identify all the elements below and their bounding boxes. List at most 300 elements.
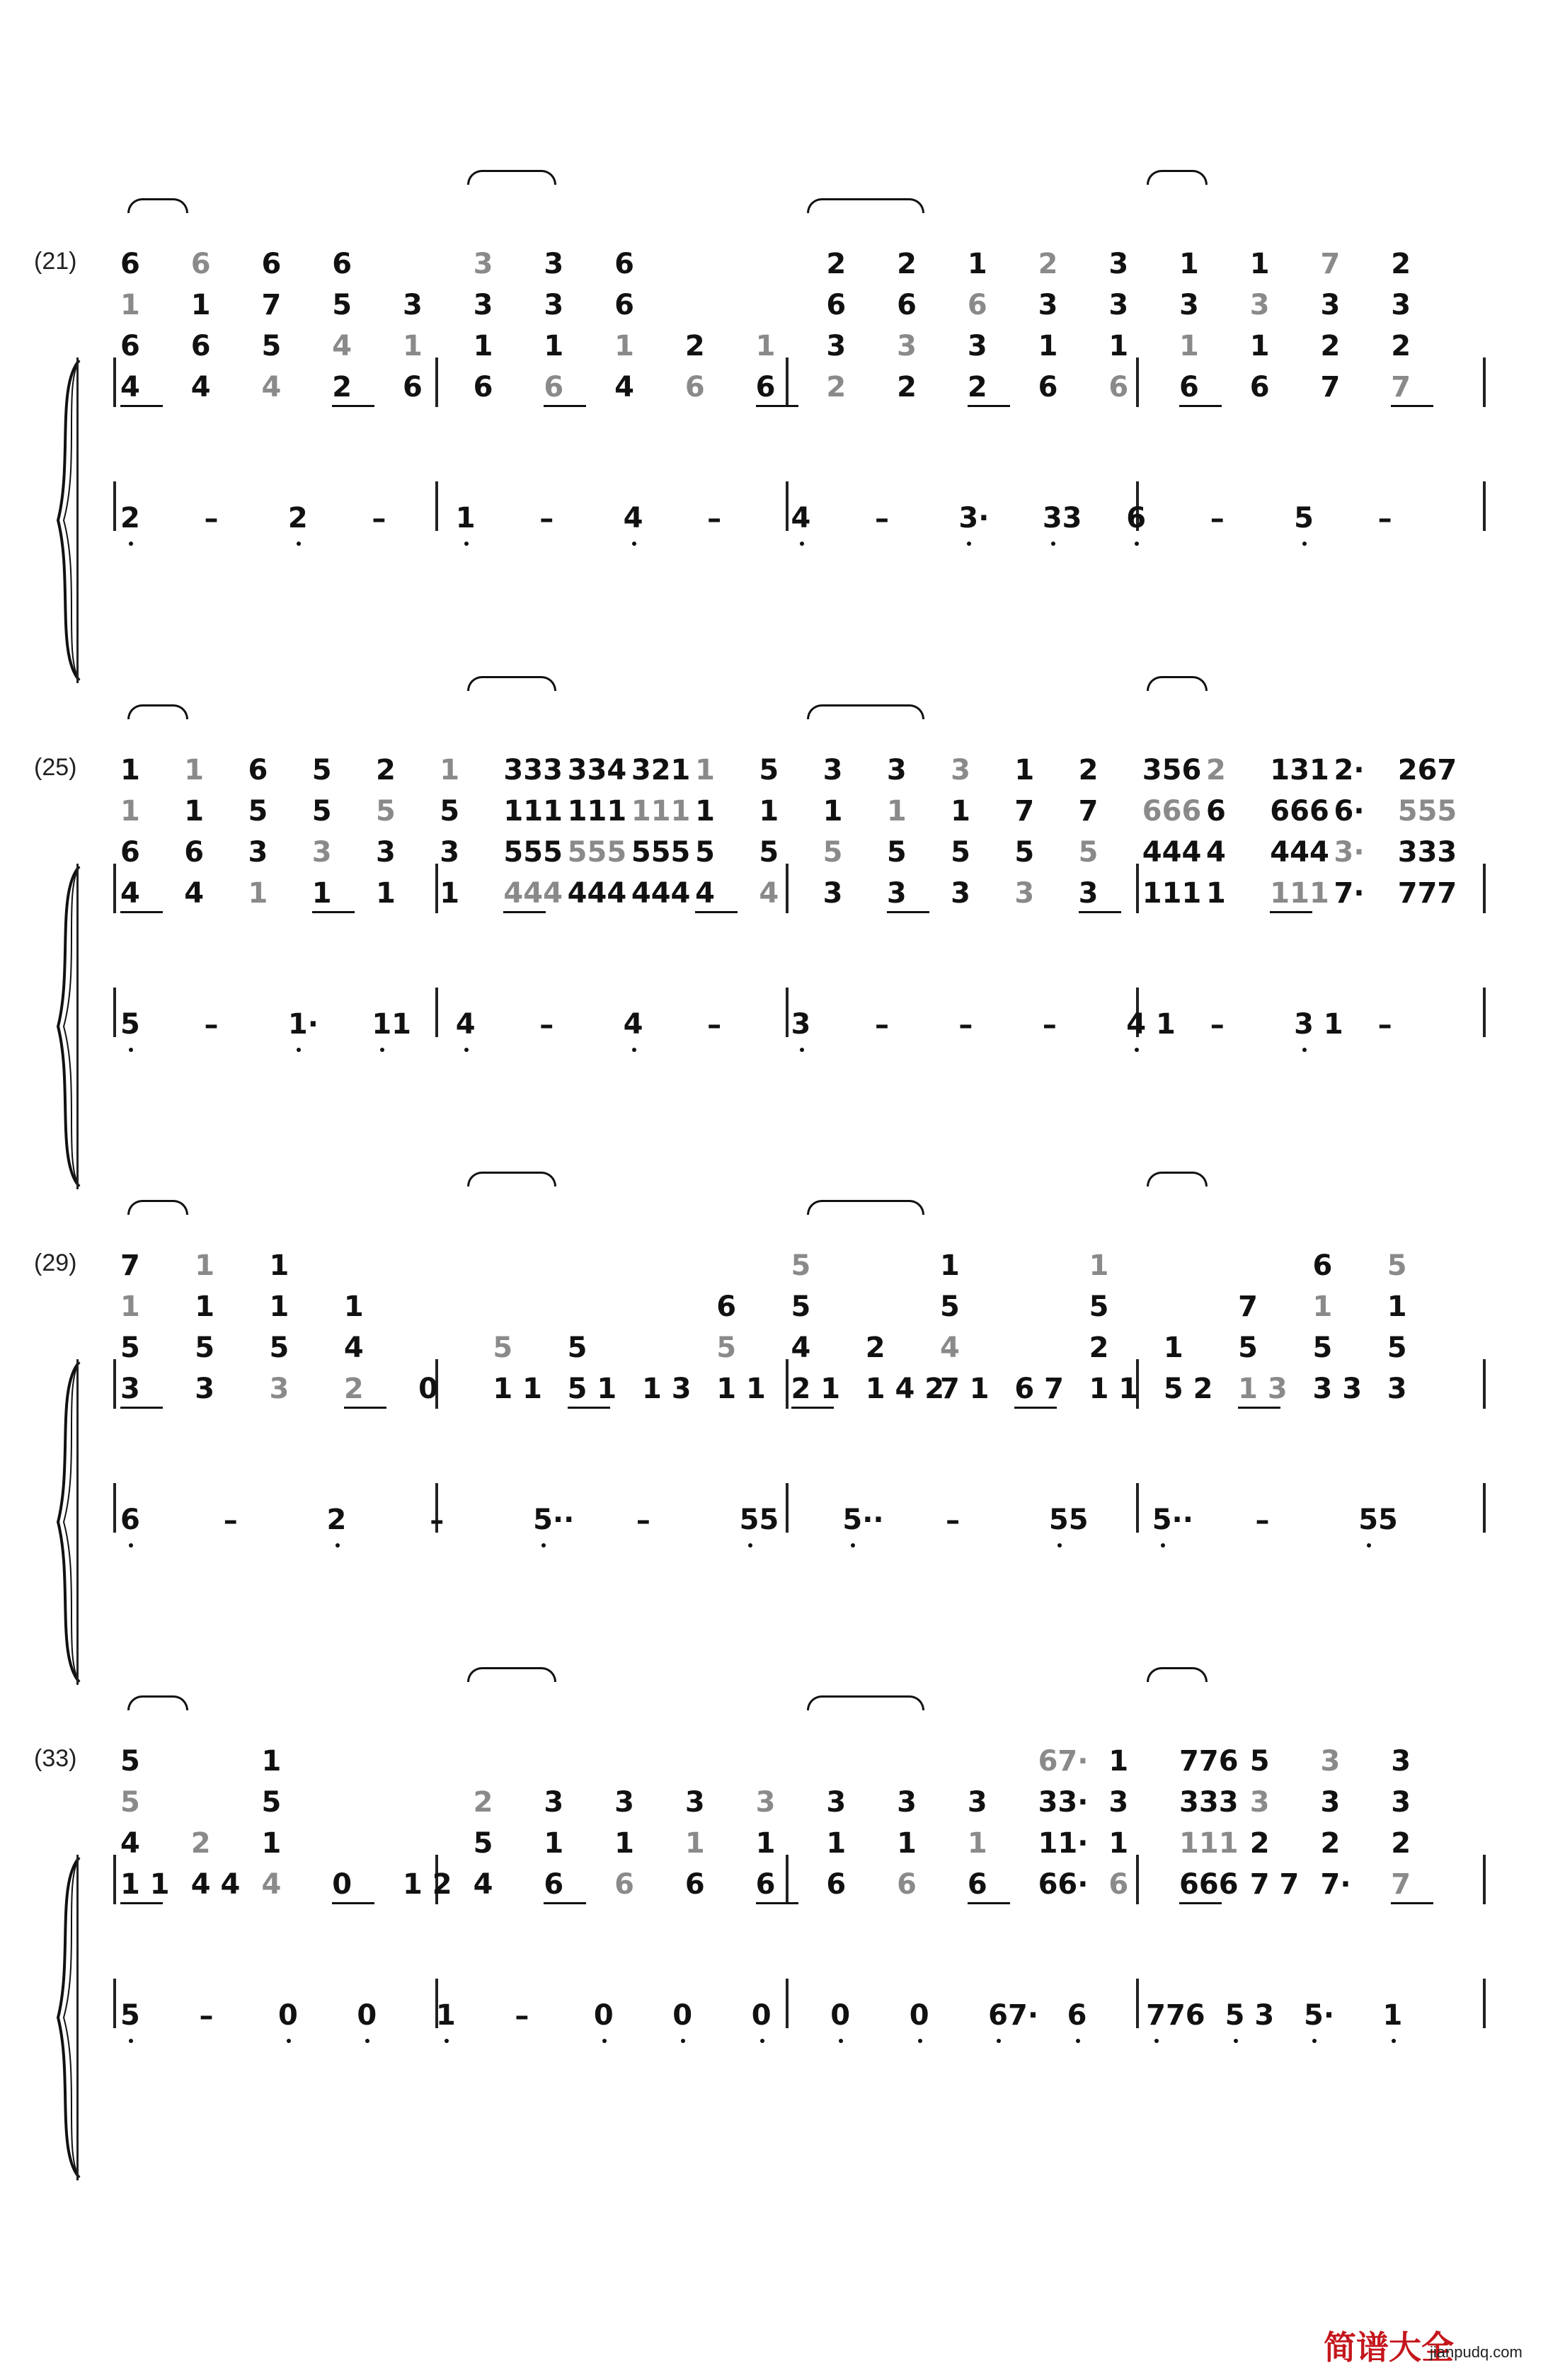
note: 111 <box>567 795 627 828</box>
note: 2 <box>1206 754 1226 786</box>
note: 2 <box>897 371 917 404</box>
note: 5 <box>261 330 282 362</box>
barline <box>113 864 116 913</box>
beam <box>1238 1407 1280 1409</box>
note: 2 <box>1391 330 1411 362</box>
note: 67· <box>988 1999 1039 2032</box>
barline <box>1483 357 1486 407</box>
octave-dot <box>464 542 469 546</box>
note: 1 <box>1387 1291 1407 1323</box>
note: 7 <box>1391 371 1411 404</box>
beam <box>968 405 1010 407</box>
note: 2 <box>865 1332 885 1364</box>
note: 6 <box>1206 795 1226 828</box>
note: 1 <box>440 754 460 786</box>
note: 6 <box>120 330 140 362</box>
note: 1 <box>967 248 987 280</box>
note: 66· <box>1038 1868 1089 1901</box>
note: 5 <box>120 1008 140 1041</box>
barline <box>786 988 789 1037</box>
note: 5 <box>269 1332 289 1364</box>
octave-dot <box>748 1543 752 1547</box>
octave-dot <box>1312 2039 1317 2043</box>
note: 2 <box>287 502 308 534</box>
note: 1 <box>1312 1291 1333 1323</box>
note: 1 4 2 <box>865 1373 945 1405</box>
note: 0 <box>593 1999 614 2032</box>
note: 1 3 <box>641 1373 692 1405</box>
octave-dot <box>1367 1543 1371 1547</box>
note: 2 <box>1089 1332 1109 1364</box>
note: 3 <box>1391 289 1411 321</box>
note: 6 <box>716 1291 737 1323</box>
note: 5 <box>120 1999 140 2032</box>
note: 6 7 <box>1014 1373 1064 1405</box>
note: 1 <box>402 330 423 362</box>
note: 6 <box>614 248 634 280</box>
note: 5 <box>120 1332 140 1364</box>
note: 1 <box>261 1827 282 1860</box>
beam <box>332 1902 374 1904</box>
note: 6 <box>120 1504 140 1536</box>
beam <box>1179 405 1222 407</box>
note: 333 <box>1179 1786 1239 1819</box>
note: 7 <box>120 1249 140 1282</box>
barline <box>113 357 116 407</box>
note: 5 <box>440 795 460 828</box>
note: 1 <box>1089 1249 1109 1282</box>
grand-staff-brace <box>51 864 84 1193</box>
note: 777 <box>1397 877 1457 910</box>
note: 4 <box>791 1332 811 1364</box>
slur <box>1147 676 1208 691</box>
note: 1 <box>375 877 396 910</box>
octave-dot <box>336 1543 340 1547</box>
note: 5 <box>886 836 907 869</box>
octave-dot <box>541 1543 546 1547</box>
slur <box>127 198 188 213</box>
grand-staff-brace <box>51 1855 84 2184</box>
note: 1 <box>261 1745 282 1778</box>
beam <box>791 1407 834 1409</box>
slur <box>127 1200 188 1215</box>
note: 1 1 <box>493 1373 542 1405</box>
barline <box>435 481 438 531</box>
note: 6 <box>1108 1868 1129 1901</box>
dash: – <box>707 503 722 535</box>
note: 5 <box>493 1332 513 1364</box>
note: 6 <box>967 289 987 321</box>
beam <box>344 1407 386 1409</box>
note: 4 <box>473 1868 493 1901</box>
note: 1 <box>755 1827 776 1860</box>
note: 2 <box>826 371 847 404</box>
note: 6 <box>544 1868 564 1901</box>
note: 1 2 <box>402 1868 452 1901</box>
note: 4 <box>940 1332 960 1364</box>
measure-number: (33) <box>34 1745 77 1772</box>
note: 7 <box>1078 795 1099 828</box>
note: 1 <box>1249 248 1270 280</box>
note: 0 <box>909 1999 929 2032</box>
slur <box>807 704 924 719</box>
note: 6 <box>120 248 140 280</box>
note: 3 1 <box>1294 1008 1343 1041</box>
beam <box>756 405 798 407</box>
octave-dot <box>297 542 301 546</box>
note: 3 <box>1014 877 1035 910</box>
beam <box>120 911 163 913</box>
note: 333 <box>503 754 563 786</box>
beam <box>1391 1902 1433 1904</box>
barline <box>786 1359 789 1409</box>
note: 2 <box>1391 248 1411 280</box>
note: 5 <box>195 1332 215 1364</box>
barline <box>113 988 116 1037</box>
beam <box>120 1902 163 1904</box>
note: 2 <box>190 1827 211 1860</box>
note: 5 <box>940 1291 960 1323</box>
note: 3 <box>684 1786 705 1819</box>
note: 1 <box>826 1827 847 1860</box>
note: 5 <box>1089 1291 1109 1323</box>
octave-dot <box>800 542 804 546</box>
note: 1 <box>120 1291 140 1323</box>
barline <box>786 1483 789 1533</box>
note: 356 <box>1142 754 1202 786</box>
barline <box>1136 1855 1139 1904</box>
note: 555 <box>631 836 691 869</box>
note: 3 <box>473 289 493 321</box>
note: 6 <box>684 1868 705 1901</box>
note: 0 <box>357 1999 377 2032</box>
slur <box>127 1695 188 1710</box>
note: 5·· <box>842 1504 884 1536</box>
note: 267 <box>1397 754 1457 786</box>
note: 1 <box>1038 330 1058 362</box>
note: 1 <box>822 795 843 828</box>
note: 1 <box>190 289 211 321</box>
slur <box>1147 170 1208 185</box>
dash: – <box>1210 503 1225 535</box>
note: 3 <box>195 1373 215 1405</box>
note: 3 <box>248 836 268 869</box>
note: 0 <box>751 1999 772 2032</box>
note: 0 <box>672 1999 693 2032</box>
note: 3 <box>967 330 987 362</box>
note: 3 <box>1108 248 1129 280</box>
note: 4 4 <box>190 1868 241 1901</box>
octave-dot <box>445 2039 449 2043</box>
note: 5 <box>716 1332 737 1364</box>
note: 6 <box>332 248 352 280</box>
note: 111 <box>631 795 691 828</box>
beam <box>332 405 374 407</box>
barline <box>1136 864 1139 913</box>
note: 5· <box>1304 1999 1335 2032</box>
note: 3 <box>886 754 907 786</box>
note: 5 <box>332 289 352 321</box>
note: 2 <box>326 1504 347 1536</box>
note: 1 <box>695 795 715 828</box>
beam <box>544 405 586 407</box>
note: 1 <box>195 1249 215 1282</box>
note: 4 <box>120 1827 140 1860</box>
slur <box>467 1172 556 1186</box>
system-barline <box>76 1359 79 1685</box>
barline <box>113 1483 116 1533</box>
note: 0 <box>418 1373 438 1405</box>
note: 1 <box>940 1249 960 1282</box>
note: 4 <box>332 330 352 362</box>
note: 5 <box>120 1745 140 1778</box>
note: 3 <box>1038 289 1058 321</box>
note: 5 <box>375 795 396 828</box>
note: 4 <box>343 1332 364 1364</box>
beam <box>887 911 929 913</box>
note: 1 <box>1382 1999 1403 2032</box>
note: 3 <box>473 248 493 280</box>
beam <box>544 1902 586 1904</box>
barline <box>786 864 789 913</box>
note: 3 <box>1249 1786 1270 1819</box>
note: 3 <box>1108 1786 1129 1819</box>
measure-number: (21) <box>34 248 77 275</box>
note: 2 <box>473 1786 493 1819</box>
note: 3 <box>311 836 332 869</box>
octave-dot <box>464 1048 469 1052</box>
note: 4 <box>695 877 715 910</box>
beam <box>312 911 355 913</box>
note: 4 1 <box>1126 1008 1176 1041</box>
barline <box>786 1979 789 2028</box>
note: 1 <box>120 289 140 321</box>
note: 6 <box>1067 1999 1087 2032</box>
note: 1 <box>440 877 460 910</box>
slur <box>807 1200 924 1215</box>
note: 6 <box>190 248 211 280</box>
note: 1 <box>695 754 715 786</box>
beam <box>568 1407 610 1409</box>
octave-dot <box>297 1048 301 1052</box>
note: 1 <box>120 795 140 828</box>
note: 666 <box>1142 795 1202 828</box>
note: 1 <box>759 795 779 828</box>
slur <box>807 198 924 213</box>
note: 6 <box>190 330 211 362</box>
slur <box>467 676 556 691</box>
dash: – <box>515 2000 529 2032</box>
octave-dot <box>967 542 971 546</box>
note: 1 <box>1206 877 1226 910</box>
measure-number: (29) <box>34 1249 77 1276</box>
note: 6 <box>826 289 847 321</box>
note: 3 <box>822 877 843 910</box>
note: 5 2 <box>1163 1373 1213 1405</box>
note: 1 <box>1108 1827 1129 1860</box>
note: 444 <box>631 877 691 910</box>
note: 444 <box>567 877 627 910</box>
slur <box>1147 1172 1208 1186</box>
dash: – <box>958 1009 973 1041</box>
note: 1 1 <box>716 1373 766 1405</box>
note: 1 <box>1163 1332 1183 1364</box>
beam <box>1014 1407 1057 1409</box>
note: 1 3 <box>1238 1373 1288 1405</box>
note: 334 <box>567 754 627 786</box>
octave-dot <box>1161 1543 1165 1547</box>
note: 1 <box>684 1827 705 1860</box>
note: 5 <box>1387 1332 1407 1364</box>
note: 111 <box>1142 877 1202 910</box>
note: 1 <box>269 1249 289 1282</box>
note: 321 <box>631 754 691 786</box>
dash: – <box>199 2000 214 2032</box>
note: 2 <box>1320 330 1341 362</box>
note: 5 <box>261 1786 282 1819</box>
beam <box>1391 405 1433 407</box>
beam <box>503 911 546 913</box>
note: 1 <box>614 330 634 362</box>
barline <box>1483 1359 1486 1409</box>
octave-dot <box>997 2039 1001 2043</box>
note: 2 <box>332 371 352 404</box>
note: 1 <box>1108 1745 1129 1778</box>
note: 5 <box>1078 836 1099 869</box>
note: 7 <box>1391 1868 1411 1901</box>
dash: – <box>204 1009 219 1041</box>
grand-staff-brace <box>51 1359 84 1688</box>
slur <box>1147 1667 1208 1682</box>
dash: – <box>204 503 219 535</box>
octave-dot <box>1135 542 1139 546</box>
note: 5 <box>311 754 332 786</box>
watermark-site: jianpudq.com <box>1430 2343 1523 2361</box>
dash: – <box>1042 1009 1057 1041</box>
note: 2 <box>375 754 396 786</box>
note: 55 <box>1048 1504 1089 1536</box>
note: 3 <box>897 330 917 362</box>
note: 1 <box>1179 248 1199 280</box>
octave-dot <box>851 1543 855 1547</box>
note: 4 <box>120 877 140 910</box>
note: 6· <box>1334 795 1365 828</box>
note: 444 <box>1270 836 1329 869</box>
octave-dot <box>129 1048 133 1052</box>
note: 6 <box>967 1868 987 1901</box>
note: 6 <box>184 836 205 869</box>
note: 5 <box>1294 502 1314 534</box>
note: 4 <box>1206 836 1226 869</box>
octave-dot <box>681 2039 685 2043</box>
note: 2 <box>1249 1827 1270 1860</box>
octave-dot <box>1234 2039 1238 2043</box>
note: 5 <box>791 1291 811 1323</box>
note: 3 <box>614 1786 634 1819</box>
note: 2 <box>1038 248 1058 280</box>
note: 3 <box>826 330 847 362</box>
barline <box>786 1855 789 1904</box>
note: 6 <box>544 371 564 404</box>
note: 2 <box>1078 754 1099 786</box>
note: 6 <box>614 289 634 321</box>
note: 1 <box>614 1827 634 1860</box>
note: 5 <box>1249 1745 1270 1778</box>
barline <box>1483 1483 1486 1533</box>
dash: – <box>874 503 889 535</box>
note: 1 <box>755 330 776 362</box>
note: 0 <box>277 1999 298 2032</box>
note: 6 <box>684 371 705 404</box>
note: 6 <box>1312 1249 1333 1282</box>
note: 5 <box>1014 836 1035 869</box>
note: 5 1 <box>567 1373 617 1405</box>
beam <box>756 1902 798 1904</box>
note: 5 <box>759 754 779 786</box>
note: 333 <box>1397 836 1457 869</box>
note: 4 <box>623 502 643 534</box>
system-barline <box>76 864 79 1189</box>
note: 7 <box>1238 1291 1258 1323</box>
note: 3 <box>1108 289 1129 321</box>
barline <box>435 357 438 407</box>
beam <box>120 405 163 407</box>
dash: – <box>707 1009 722 1041</box>
note: 3 <box>1391 1786 1411 1819</box>
note: 5 <box>248 795 268 828</box>
note: 2 <box>967 371 987 404</box>
dash: – <box>539 1009 554 1041</box>
beam <box>1179 1902 1222 1904</box>
note: 4 <box>184 877 205 910</box>
note: 1 <box>886 795 907 828</box>
note: 3 <box>440 836 460 869</box>
barline <box>435 864 438 913</box>
octave-dot <box>632 542 636 546</box>
note: 1 <box>184 754 205 786</box>
note: 1 <box>1179 330 1199 362</box>
note: 5 <box>120 1786 140 1819</box>
note: 131 <box>1270 754 1329 786</box>
note: 1 <box>184 795 205 828</box>
barline <box>1483 1855 1486 1904</box>
octave-dot <box>918 2039 922 2043</box>
system-barline <box>76 1855 79 2180</box>
note: 0 <box>830 1999 851 2032</box>
note: 5 <box>473 1827 493 1860</box>
slur <box>807 1695 924 1710</box>
note: 444 <box>1142 836 1202 869</box>
dash: – <box>372 503 386 535</box>
note: 666 <box>1179 1868 1239 1901</box>
note: 1 <box>897 1827 917 1860</box>
note: 2 <box>120 502 140 534</box>
note: 111 <box>1270 877 1329 910</box>
octave-dot <box>287 2039 291 2043</box>
note: 444 <box>503 877 563 910</box>
octave-dot <box>760 2039 764 2043</box>
note: 3 <box>1320 289 1341 321</box>
dash: – <box>1377 1009 1392 1041</box>
note: 5 <box>951 836 970 869</box>
barline <box>1483 1979 1486 2028</box>
note: 4 <box>614 371 634 404</box>
note: 3 <box>1320 1786 1341 1819</box>
beam <box>1270 911 1312 913</box>
note: 4 <box>261 371 282 404</box>
note: 3 <box>1391 1745 1411 1778</box>
note: 33 <box>1042 502 1082 534</box>
